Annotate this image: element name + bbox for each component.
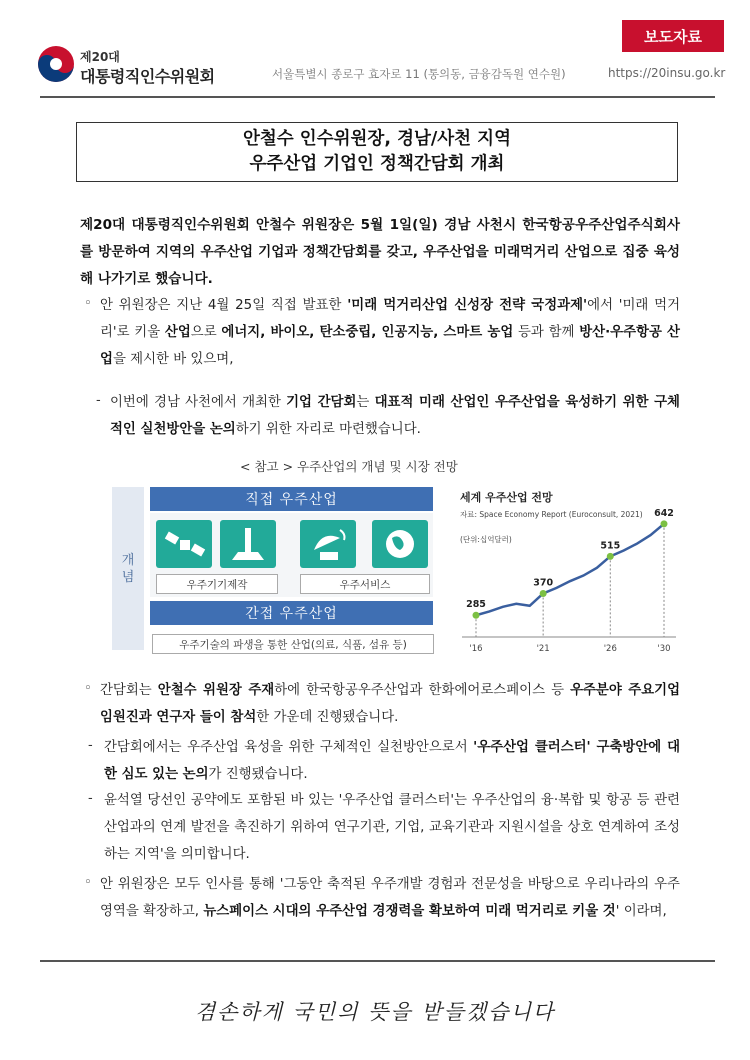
earth-icon bbox=[372, 520, 428, 568]
text: 에서 '미래 먹거리'로 키울 bbox=[100, 298, 681, 340]
direct-industry-header: 직접 우주산업 bbox=[150, 487, 433, 511]
text: 이번에 경남 사천에서 개최한 bbox=[110, 395, 287, 410]
bold-text: 우주분야 주요기업 임원진과 연구자 들이 참석 bbox=[100, 683, 681, 725]
government-emblem-icon bbox=[36, 44, 76, 84]
paragraph-cluster-discussion bbox=[104, 734, 680, 788]
antenna-icon bbox=[300, 520, 356, 568]
header-divider bbox=[40, 96, 715, 98]
address: 서울특별시 종로구 효자로 11 (통의동, 금융감독원 연수원) bbox=[272, 67, 566, 81]
footer-divider bbox=[40, 960, 715, 962]
text: 하기 위한 자리로 마련했습니다. bbox=[235, 422, 421, 437]
x-tick-label: '21 bbox=[536, 644, 550, 654]
headline-box bbox=[76, 122, 678, 182]
dash-mark: - bbox=[88, 791, 93, 806]
website-link[interactable]: https://20insu.go.kr bbox=[608, 66, 726, 80]
bold-text: 산업 bbox=[164, 325, 191, 340]
chart-unit: (단위:십억달러) bbox=[460, 535, 512, 544]
paragraph-national-agenda bbox=[100, 292, 680, 373]
concept-char: 념 bbox=[121, 569, 135, 585]
concept-label bbox=[112, 487, 144, 650]
data-point bbox=[607, 553, 614, 560]
label-manufacturing: 우주기기제작 bbox=[156, 574, 278, 594]
org-term: 제20대 bbox=[80, 50, 120, 64]
figure-caption: < 참고 > 우주산업의 개념 및 시장 전망 bbox=[240, 459, 458, 474]
paragraph-attendees bbox=[100, 677, 680, 731]
bold-text: '우주산업 클러스터' 구축방안에 대한 심도 있는 논의 bbox=[104, 740, 681, 782]
press-release-badge: 보도자료 bbox=[622, 20, 724, 52]
data-point bbox=[540, 590, 547, 597]
footer-slogan: 겸손하게 국민의 뜻을 받들겠습니다 bbox=[194, 1000, 556, 1024]
label-service: 우주서비스 bbox=[300, 574, 430, 594]
lead-text: 제20대 대통령직인수위원회 안철수 위원장은 5월 1일(일) 경남 사천시 한국항공우주산업주식회사를 방문하여 지역의 우주산업 기업과 정책간담회를 갖고, 우주산업을 미래먹거리 산업으로 집중 육성해 나가기로 했습니다. bbox=[80, 217, 680, 287]
data-point bbox=[661, 520, 668, 527]
text: 안 위원장은 지난 4월 25일 직접 발표한 bbox=[100, 298, 348, 313]
text: 등과 함께 bbox=[513, 325, 580, 340]
bullet-mark: ◦ bbox=[84, 875, 92, 890]
text: 는 bbox=[356, 395, 375, 410]
bold-text: 뉴스페이스 시대의 우주산업 경쟁력을 확보하여 미래 먹거리로 키울 것 bbox=[203, 904, 616, 919]
headline-line-2: 우주산업 기업인 정책간담회 개최 bbox=[249, 154, 505, 174]
data-label: 285 bbox=[466, 599, 486, 611]
bold-text: 기업 간담회 bbox=[286, 395, 357, 410]
text: 한 가운데 진행됐습니다. bbox=[256, 710, 399, 725]
text: 으로 bbox=[190, 325, 222, 340]
bold-text: 대표적 미래 산업인 우주산업을 육성하기 위한 구체적인 실천방안을 논의 bbox=[110, 395, 680, 437]
org-name: 대통령직인수위원회 bbox=[80, 67, 215, 86]
bullet-mark: ◦ bbox=[84, 681, 92, 696]
bold-text: 방산·우주항공 산업 bbox=[100, 325, 680, 367]
text: ' 이라며, bbox=[615, 904, 667, 919]
headline-line-1: 안철수 인수위원장, 경남/사천 지역 bbox=[243, 129, 511, 149]
bold-text: 에너지, 바이오, 탄소중립, 인공지능, 스마트 농업 bbox=[221, 325, 514, 340]
text: 윤석열 당선인 공약에도 포함된 바 있는 '우주산업 클러스터'는 우주산업의 융·복합 및 항공 등 관련 산업과의 연계 발전을 촉진하기 위하여 연구기관, 기업, 교육기관과 지원시설을 상호 연계하여 조성하는 지역'을 의미합니다. bbox=[104, 793, 680, 862]
text: 가 진행됐습니다. bbox=[208, 767, 308, 782]
bullet-mark: ◦ bbox=[84, 296, 92, 311]
bold-text: 안철수 위원장 주재 bbox=[157, 683, 275, 698]
concept-char: 개 bbox=[121, 552, 135, 568]
text: 하에 한국항공우주산업과 한화에어로스페이스 등 bbox=[274, 683, 571, 698]
bold-text: '미래 먹거리산업 신성장 전략 국정과제' bbox=[347, 298, 588, 313]
dash-mark: - bbox=[96, 393, 101, 408]
text: 간담회에서는 우주산업 육성을 위한 구체적인 실천방안으로서 bbox=[104, 740, 474, 755]
x-tick-label: '26 bbox=[603, 644, 617, 654]
dash-mark: - bbox=[88, 738, 93, 753]
lead-paragraph bbox=[80, 212, 680, 293]
x-tick-label: '16 bbox=[469, 644, 483, 654]
x-tick-label: '30 bbox=[657, 644, 671, 654]
chart-title: 세계 우주산업 전망 bbox=[460, 491, 553, 504]
paragraph-remarks bbox=[100, 871, 680, 925]
chart-source: 자료: Space Economy Report (Euroconsult, 2021) bbox=[460, 510, 643, 519]
text: 안 위원장은 모두 인사를 통해 '그동안 축적된 우주개발 경험과 전문성을 바탕으로 우리나라의 우주영역을 확장하고, bbox=[100, 877, 680, 919]
data-point bbox=[473, 612, 480, 619]
market-forecast-chart bbox=[452, 487, 682, 657]
paragraph-cluster-definition bbox=[104, 787, 680, 868]
data-label: 370 bbox=[533, 577, 554, 589]
satellite-icon bbox=[156, 520, 212, 568]
indirect-industry-description: 우주기술의 파생을 통한 산업(의료, 식품, 섬유 등) bbox=[152, 634, 434, 654]
indirect-industry-header: 간접 우주산업 bbox=[150, 601, 433, 625]
data-label: 642 bbox=[654, 507, 674, 519]
text: 을 제시한 바 있으며, bbox=[112, 352, 234, 367]
launch-pad-icon bbox=[220, 520, 276, 568]
text: 간담회는 bbox=[100, 683, 158, 698]
paragraph-meeting-purpose bbox=[110, 389, 680, 443]
data-label: 515 bbox=[600, 540, 621, 552]
